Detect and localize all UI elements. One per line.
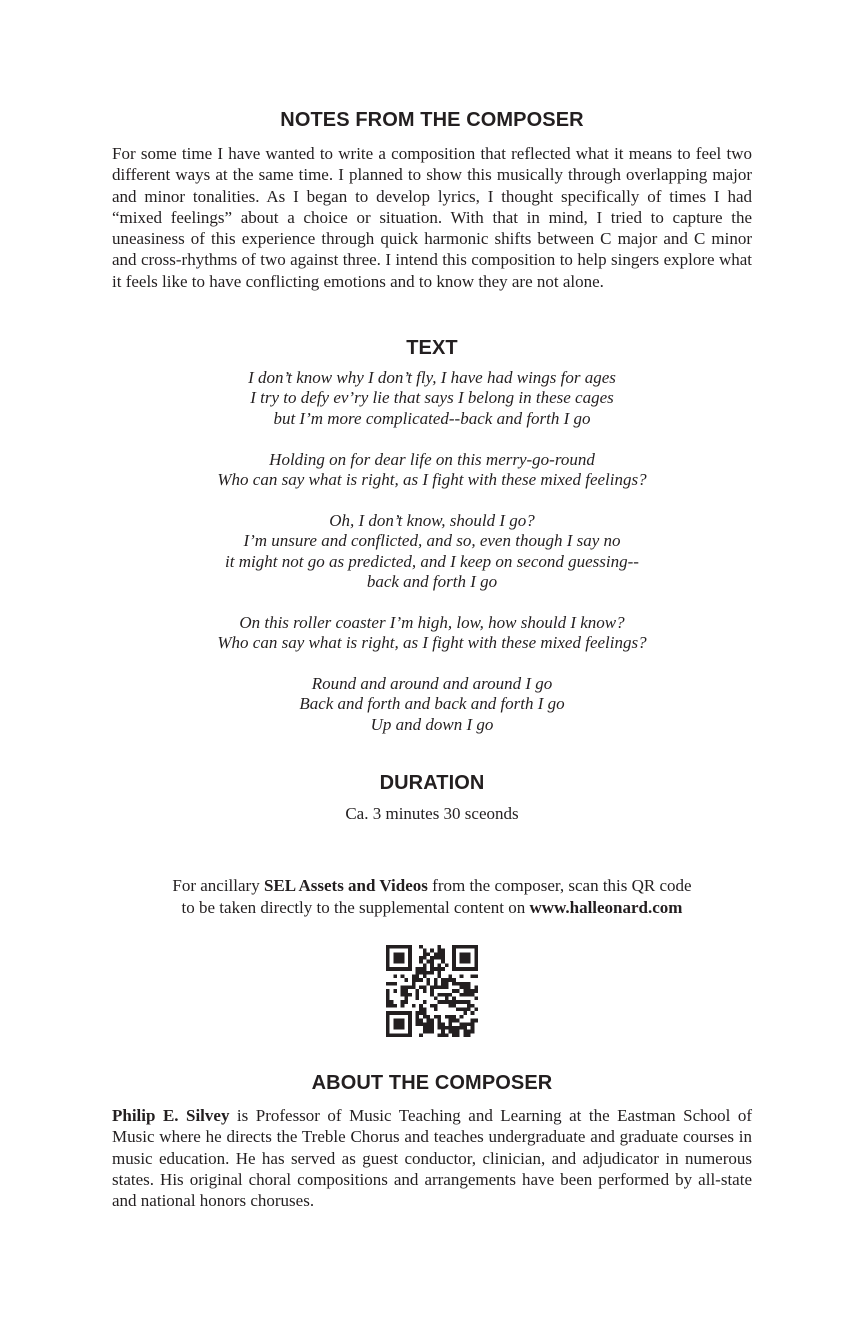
stanza-4 — [0, 613, 864, 654]
lyric-line: I don’t know why I don’t fly, I have had wings for ages — [248, 368, 616, 387]
sel-assets-label: SEL Assets and Videos — [263, 876, 428, 895]
stanza-3 — [0, 511, 864, 593]
lyric-line: Round and around and around I go — [311, 674, 553, 694]
stanza-1 — [0, 368, 864, 429]
composer-name: Philip E. Silvey — [112, 1106, 230, 1125]
notes-heading: NOTES FROM THE COMPOSER — [280, 109, 584, 131]
halleonard-link[interactable]: www.halleonard.com — [529, 897, 683, 917]
lyric-line: but I’m more complicated--back and forth I go — [273, 408, 591, 428]
about-heading: ABOUT THE COMPOSER — [311, 1072, 553, 1094]
ancillary-text: For ancillary — [172, 876, 264, 895]
ancillary-text: to be taken directly to the supplemental content on — [181, 897, 530, 917]
lyric-line: Up and down I go — [370, 714, 494, 734]
lyric-line: back and forth I go — [366, 572, 498, 592]
qr-code-icon[interactable] — [386, 945, 478, 1037]
ancillary-text: from the composer, scan this QR code — [427, 876, 692, 895]
stanza-2 — [0, 450, 864, 491]
ancillary-line-1 — [0, 875, 864, 897]
stanza-5 — [0, 674, 864, 735]
lyric-line: Who can say what is right, as I fight with these mixed feelings? — [217, 633, 647, 653]
about-text: is Professor of Music Teaching and Learning at the Eastman School of Music where he directs the Treble Chorus and teaches undergraduate and graduate courses in music education. He has served as guest conductor, clinician, and adjudicator in numerous states. His original choral compositions and arrangements have been performed by all-state and national honors choruses. — [112, 1106, 752, 1211]
lyric-line: On this roller coaster I’m high, low, how should I know? — [239, 612, 625, 632]
ancillary-line-2 — [0, 897, 864, 919]
lyric-line: Back and forth and back and forth I go — [299, 694, 565, 714]
duration-value: Ca. 3 minutes 30 sceonds — [345, 804, 519, 823]
duration-heading: DURATION — [379, 772, 485, 794]
about-paragraph — [112, 1105, 752, 1211]
about-body — [112, 1105, 752, 1211]
lyric-line: Holding on for dear life on this merry-go-round — [269, 449, 595, 469]
notes-paragraph — [112, 143, 752, 292]
ancillary-note — [0, 875, 864, 918]
lyric-line: Who can say what is right, as I fight with these mixed feelings? — [217, 470, 647, 490]
lyric-line: I’m unsure and conflicted, and so, even though I say no — [243, 531, 621, 551]
lyrics-block — [0, 368, 864, 756]
lyric-line: it might not go as predicted, and I keep on second guessing-- — [225, 551, 639, 571]
notes-body: For some time I have wanted to write a composition that reflected what it means to feel two different ways at the same time. I planned to show this musically through overlapping major and minor tonalities. As I began to develop lyrics, I thought specifically of times I had “mixed feelings” about a choice or situation. With that in mind, I tried to capture the uneasiness of this experience through quick harmonic shifts between C major and C minor and cross-rhythms of two against three. I intend this composition to help singers explore what it feels like to have conflicting emotions and to know they are not alone. — [112, 144, 752, 291]
lyric-line: Oh, I don’t know, should I go? — [329, 510, 535, 530]
lyric-line: I try to defy ev’ry lie that says I belong in these cages — [250, 388, 614, 408]
text-heading: TEXT — [406, 337, 458, 359]
